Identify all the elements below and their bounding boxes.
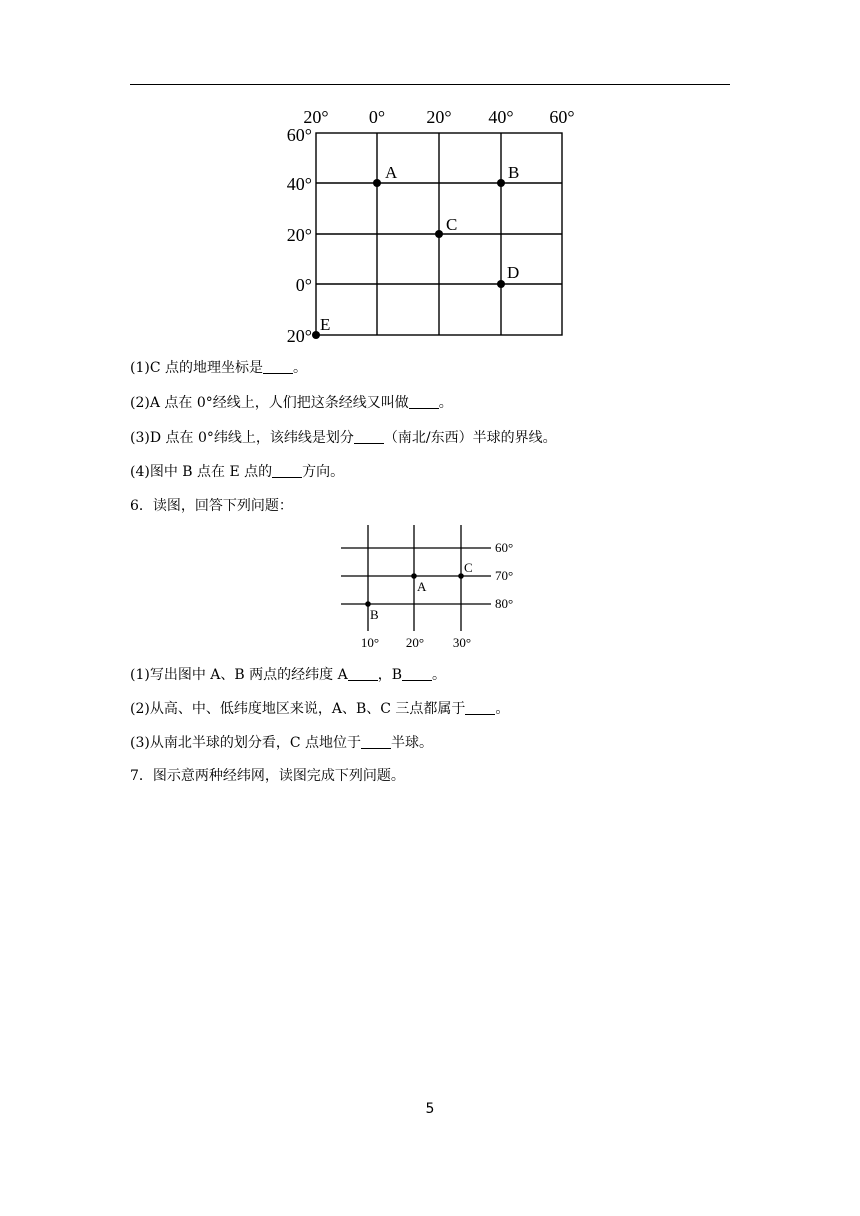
point-b bbox=[497, 179, 505, 187]
q5-line-4: (4)图中 B 点在 E 点的 方向。 bbox=[130, 464, 345, 480]
q7-title: 7．图示意两种经纬网，读图完成下列问题。 bbox=[130, 768, 405, 784]
point-c bbox=[458, 573, 464, 579]
lon-label: 30° bbox=[452, 635, 472, 650]
answer-blank[interactable] bbox=[361, 734, 391, 749]
lon-label: 20° bbox=[405, 635, 425, 650]
point-b-label: B bbox=[370, 607, 379, 622]
top-label: 20° bbox=[426, 107, 452, 127]
top-label: 0° bbox=[368, 107, 386, 127]
point-b-label: B bbox=[508, 163, 520, 182]
left-label: 0° bbox=[295, 275, 312, 295]
q6-line-3: (3)从南北半球的划分看，C 点地位于 半球。 bbox=[130, 735, 433, 751]
answer-blank[interactable] bbox=[263, 359, 293, 374]
left-label: 60° bbox=[286, 125, 312, 145]
left-label: 20° bbox=[286, 326, 312, 346]
header-rule bbox=[130, 84, 730, 85]
lat-label: 80° bbox=[495, 596, 514, 611]
point-a-label: A bbox=[385, 163, 398, 182]
point-c-label: C bbox=[446, 215, 458, 234]
q5-line-1: (1)C 点的地理坐标是 。 bbox=[130, 360, 307, 376]
left-label: 20° bbox=[286, 225, 312, 245]
answer-blank[interactable] bbox=[272, 463, 302, 478]
figure-2-grid bbox=[335, 520, 525, 652]
point-e-label: E bbox=[320, 315, 331, 334]
lat-label: 70° bbox=[495, 568, 514, 583]
answer-blank[interactable] bbox=[409, 394, 439, 409]
q5-line-2: (2)A 点在 0°经线上，人们把这条经线又叫做 。 bbox=[130, 395, 453, 411]
answer-blank[interactable] bbox=[465, 700, 495, 715]
top-label: 60° bbox=[549, 107, 575, 127]
answer-blank[interactable] bbox=[348, 666, 378, 681]
left-label: 40° bbox=[286, 174, 312, 194]
point-d-label: D bbox=[507, 263, 520, 282]
answer-blank[interactable] bbox=[354, 429, 384, 444]
lat-label: 60° bbox=[495, 540, 514, 555]
point-c bbox=[435, 230, 443, 238]
point-a bbox=[373, 179, 381, 187]
answer-blank[interactable] bbox=[402, 666, 432, 681]
point-d bbox=[497, 280, 505, 288]
top-label: 20° bbox=[303, 107, 329, 127]
q5-line-3: (3)D 点在 0°纬线上，该纬线是划分 （南北/东西）半球的界线。 bbox=[130, 430, 557, 446]
point-a-label: A bbox=[417, 579, 427, 594]
top-label: 40° bbox=[488, 107, 514, 127]
point-b bbox=[365, 601, 371, 607]
q6-line-1: (1)写出图中 A、B 两点的经纬度 A ，B 。 bbox=[130, 667, 446, 683]
point-e bbox=[312, 331, 320, 339]
q6-title: 6．读图，回答下列问题： bbox=[130, 498, 293, 514]
point-c-label: C bbox=[464, 560, 473, 575]
page-number: 5 bbox=[425, 1101, 435, 1117]
point-a bbox=[411, 573, 417, 579]
lon-label: 10° bbox=[360, 635, 380, 650]
figure-1-grid bbox=[270, 100, 590, 350]
q6-line-2: (2)从高、中、低纬度地区来说，A、B、C 三点都属于 。 bbox=[130, 701, 510, 717]
